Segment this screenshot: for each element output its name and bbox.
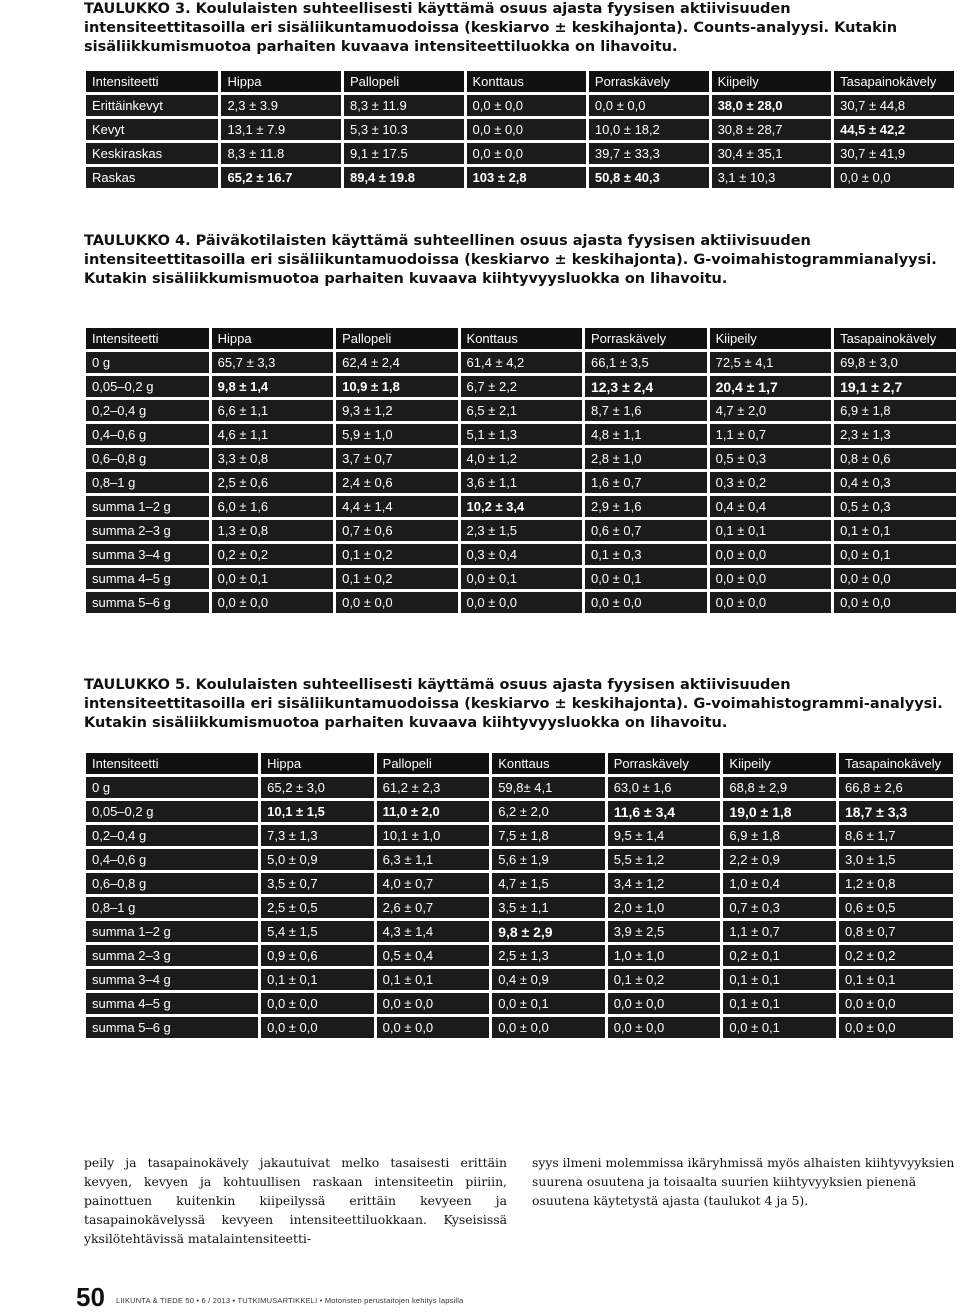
table-cell: 2,3 ± 1,3 (833, 423, 958, 447)
header-cell: Hippa (210, 327, 334, 351)
table-cell: 1,2 ± 0,8 (837, 872, 954, 896)
table-row (85, 920, 955, 944)
table-cell-highlight: 9,8 ± 1,4 (210, 375, 334, 399)
table-cell: 6,9 ± 1,8 (722, 824, 838, 848)
table-cell: 2,2 ± 0,9 (722, 848, 838, 872)
table-cell: 0,1 ± 0,1 (375, 968, 491, 992)
table5 (83, 750, 956, 1041)
table-header-row (85, 752, 955, 776)
table-row (85, 824, 955, 848)
table-cell: 10,0 ± 18,2 (587, 118, 710, 142)
table-cell: 0,0 ± 0,0 (465, 118, 587, 142)
table-cell: 0,1 ± 0,1 (260, 968, 376, 992)
table-cell: 62,4 ± 2,4 (335, 351, 459, 375)
row-label: summa 4–5 g (85, 992, 260, 1016)
table-row (85, 447, 958, 471)
table-cell: 61,4 ± 4,2 (459, 351, 583, 375)
table-cell: 0,4 ± 0,4 (708, 495, 832, 519)
row-label: Kevyt (85, 118, 220, 142)
table-cell: 4,7 ± 1,5 (491, 872, 607, 896)
table-cell: 2,3 ± 3.9 (220, 94, 343, 118)
row-label: 0,8–1 g (85, 896, 260, 920)
table4-caption: TAULUKKO 4. Päiväkotilaisten käyttämä suhteellinen osuus ajasta fyysisen aktiivisuuden intensiteettitasoilla eri sisäliikuntamuodoissa (keskiarvo ± keskihajonta). G-voimahistogrammianalyysi. Kutakin sisäliikkumismuotoa parhaiten kuvaava kiihtyvyysluokka on lihavoitu. (84, 233, 937, 287)
header-cell: Kiipeily (722, 752, 838, 776)
table-row (85, 800, 955, 824)
table-cell: 0,0 ± 0,0 (708, 591, 832, 615)
table-cell: 0,0 ± 0,0 (375, 992, 491, 1016)
table-cell: 63,0 ± 1,6 (606, 776, 722, 800)
table-cell: 2,5 ± 1,3 (491, 944, 607, 968)
body-text-right-column: syys ilmeni molemmissa ikäryhmissä myös alhaisten kiihtyvyyksien suurena osuutena ja toisaalta suurien kiihtyvyyksien pienenä osuutena käytetystä ajasta (taulukot 4 ja 5). (532, 1155, 955, 1208)
row-label: summa 3–4 g (85, 543, 211, 567)
table-cell: 0,1 ± 0,1 (708, 519, 832, 543)
table-cell: 3,1 ± 10,3 (710, 166, 833, 190)
table-row (85, 567, 958, 591)
table-cell: 0,1 ± 0,2 (335, 543, 459, 567)
table-cell-highlight: 9,8 ± 2,9 (491, 920, 607, 944)
table-cell: 5,4 ± 1,5 (260, 920, 376, 944)
table-cell: 0,8 ± 0,6 (833, 447, 958, 471)
table-cell: 2,5 ± 0,5 (260, 896, 376, 920)
table-cell: 0,0 ± 0,0 (833, 166, 956, 190)
table-cell: 6,7 ± 2,2 (459, 375, 583, 399)
table-cell: 3,7 ± 0,7 (335, 447, 459, 471)
header-cell: Kiipeily (708, 327, 832, 351)
header-cell: Tasapainokävely (833, 327, 958, 351)
table-cell-highlight: 103 ± 2,8 (465, 166, 587, 190)
table-cell: 2,8 ± 1,0 (583, 447, 708, 471)
table-cell: 0,5 ± 0,4 (375, 944, 491, 968)
table-cell-highlight: 10,2 ± 3,4 (459, 495, 583, 519)
table-cell-highlight: 19,0 ± 1,8 (722, 800, 838, 824)
table-cell: 0,0 ± 0,1 (583, 567, 708, 591)
table-cell: 8,7 ± 1,6 (583, 399, 708, 423)
table-cell: 0,9 ± 0,6 (260, 944, 376, 968)
table-cell: 4,6 ± 1,1 (210, 423, 334, 447)
table-cell: 30,7 ± 44,8 (833, 94, 956, 118)
row-label: summa 1–2 g (85, 920, 260, 944)
row-label: 0 g (85, 351, 211, 375)
body-text-left-column: peily ja tasapainokävely jakautuivat melko tasaisesti erittäin kevyen, kevyen ja kohtuullisen raskaan intensiteetin piiriin, painottuen kuitenkin kiipeilyssä erittäin kevyeen ja tasapainokävelyssä kevyeen intensiteettiluokkaan. Kyseisissä yksilötehtävissä matalaintensiteetti- (84, 1155, 507, 1246)
table-cell: 4,7 ± 2,0 (708, 399, 832, 423)
table-cell: 0,0 ± 0,0 (260, 992, 376, 1016)
row-label: summa 2–3 g (85, 519, 211, 543)
table-cell: 6,2 ± 2,0 (491, 800, 607, 824)
table-row (85, 848, 955, 872)
table-cell: 0,1 ± 0,3 (583, 543, 708, 567)
table-cell: 1,3 ± 0,8 (210, 519, 334, 543)
table-cell: 30,7 ± 41,9 (833, 142, 956, 166)
table-row (85, 519, 958, 543)
table-cell: 6,0 ± 1,6 (210, 495, 334, 519)
table-cell: 1,0 ± 1,0 (606, 944, 722, 968)
header-cell: Hippa (220, 70, 343, 94)
header-cell: Intensiteetti (85, 752, 260, 776)
table-cell: 5,5 ± 1,2 (606, 848, 722, 872)
table-row (85, 1016, 955, 1040)
header-cell: Pallopeli (335, 327, 459, 351)
table-cell: 5,1 ± 1,3 (459, 423, 583, 447)
row-label: summa 4–5 g (85, 567, 211, 591)
table-cell: 8,3 ± 11.8 (220, 142, 343, 166)
table-cell: 5,0 ± 0,9 (260, 848, 376, 872)
table-cell: 6,6 ± 1,1 (210, 399, 334, 423)
row-label: summa 1–2 g (85, 495, 211, 519)
table-cell-highlight: 19,1 ± 2,7 (833, 375, 958, 399)
table-cell: 0,8 ± 0,7 (837, 920, 954, 944)
table4 (83, 325, 959, 616)
table-row (85, 94, 956, 118)
row-label: 0,6–0,8 g (85, 447, 211, 471)
table-cell-highlight: 10,1 ± 1,5 (260, 800, 376, 824)
table-cell: 69,8 ± 3,0 (833, 351, 958, 375)
table-cell: 9,1 ± 17.5 (342, 142, 465, 166)
table-cell: 30,8 ± 28,7 (710, 118, 833, 142)
table-cell-highlight: 11,6 ± 3,4 (606, 800, 722, 824)
table-cell: 39,7 ± 33,3 (587, 142, 710, 166)
table-row (85, 471, 958, 495)
table-cell: 3,4 ± 1,2 (606, 872, 722, 896)
table-cell: 0,1 ± 0,2 (606, 968, 722, 992)
table-header-row (85, 327, 958, 351)
row-label: Keskiraskas (85, 142, 220, 166)
table-row (85, 944, 955, 968)
table-row (85, 166, 956, 190)
table-cell-highlight: 11,0 ± 2,0 (375, 800, 491, 824)
table-cell: 0,0 ± 0,0 (375, 1016, 491, 1040)
header-cell: Pallopeli (342, 70, 465, 94)
table-cell-highlight: 44,5 ± 42,2 (833, 118, 956, 142)
table-row (85, 399, 958, 423)
header-cell: Intensiteetti (85, 70, 220, 94)
table-cell-highlight: 18,7 ± 3,3 (837, 800, 954, 824)
table-cell: 0,2 ± 0,2 (837, 944, 954, 968)
row-label: summa 3–4 g (85, 968, 260, 992)
table-row (85, 118, 956, 142)
table-row (85, 591, 958, 615)
row-label: Erittäinkevyt (85, 94, 220, 118)
table-cell: 0,0 ± 0,0 (465, 94, 587, 118)
table-cell: 6,3 ± 1,1 (375, 848, 491, 872)
table-cell: 0,1 ± 0,1 (833, 519, 958, 543)
table-cell: 4,4 ± 1,4 (335, 495, 459, 519)
table-cell: 2,6 ± 0,7 (375, 896, 491, 920)
table-row (85, 896, 955, 920)
row-label: 0,6–0,8 g (85, 872, 260, 896)
table-cell: 0,0 ± 0,0 (459, 591, 583, 615)
table-cell: 0,3 ± 0,4 (459, 543, 583, 567)
table-row (85, 968, 955, 992)
table-row (85, 543, 958, 567)
table-cell: 2,4 ± 0,6 (335, 471, 459, 495)
table-cell: 5,3 ± 10.3 (342, 118, 465, 142)
table-cell: 2,5 ± 0,6 (210, 471, 334, 495)
table-cell-highlight: 38,0 ± 28,0 (710, 94, 833, 118)
table-header-row (85, 70, 956, 94)
table-cell: 5,9 ± 1,0 (335, 423, 459, 447)
table-cell: 6,5 ± 2,1 (459, 399, 583, 423)
table-cell: 3,3 ± 0,8 (210, 447, 334, 471)
table-cell: 0,0 ± 0,0 (335, 591, 459, 615)
table-cell: 0,0 ± 0,0 (587, 94, 710, 118)
table-cell: 0,0 ± 0,1 (722, 1016, 838, 1040)
table-cell: 4,3 ± 1,4 (375, 920, 491, 944)
row-label: summa 5–6 g (85, 591, 211, 615)
table-row (85, 872, 955, 896)
table-cell: 3,6 ± 1,1 (459, 471, 583, 495)
table-cell: 30,4 ± 35,1 (710, 142, 833, 166)
table-cell: 0,5 ± 0,3 (708, 447, 832, 471)
table-cell: 0,3 ± 0,2 (708, 471, 832, 495)
table-cell: 1,1 ± 0,7 (708, 423, 832, 447)
table-cell: 61,2 ± 2,3 (375, 776, 491, 800)
row-label: 0,2–0,4 g (85, 824, 260, 848)
table-cell: 66,1 ± 3,5 (583, 351, 708, 375)
table-cell: 0,7 ± 0,6 (335, 519, 459, 543)
table-cell: 0,0 ± 0,0 (606, 1016, 722, 1040)
header-cell: Intensiteetti (85, 327, 211, 351)
row-label: 0,4–0,6 g (85, 423, 211, 447)
row-label: summa 5–6 g (85, 1016, 260, 1040)
table-row (85, 423, 958, 447)
table-cell: 0,0 ± 0,0 (837, 1016, 954, 1040)
table-cell: 0,0 ± 0,0 (606, 992, 722, 1016)
table-cell: 0,0 ± 0,0 (833, 591, 958, 615)
table-cell: 68,8 ± 2,9 (722, 776, 838, 800)
table3 (83, 68, 957, 191)
table-row (85, 992, 955, 1016)
table-cell: 0,4 ± 0,3 (833, 471, 958, 495)
table-cell: 59,8± 4,1 (491, 776, 607, 800)
table-cell: 0,0 ± 0,0 (708, 543, 832, 567)
table-cell: 8,3 ± 11.9 (342, 94, 465, 118)
table-cell: 1,6 ± 0,7 (583, 471, 708, 495)
table-cell: 0,0 ± 0,1 (833, 543, 958, 567)
table-cell: 4,0 ± 0,7 (375, 872, 491, 896)
table-cell: 0,7 ± 0,3 (722, 896, 838, 920)
row-label: 0 g (85, 776, 260, 800)
header-cell: Pallopeli (375, 752, 491, 776)
table-row (85, 351, 958, 375)
table-cell: 3,9 ± 2,5 (606, 920, 722, 944)
table-cell: 0,0 ± 0,0 (260, 1016, 376, 1040)
table-cell: 3,0 ± 1,5 (837, 848, 954, 872)
table-cell: 1,0 ± 0,4 (722, 872, 838, 896)
table-cell: 0,1 ± 0,1 (722, 992, 838, 1016)
header-cell: Tasapainokävely (837, 752, 954, 776)
header-cell: Tasapainokävely (833, 70, 956, 94)
table-cell: 66,8 ± 2,6 (837, 776, 954, 800)
table-cell: 65,7 ± 3,3 (210, 351, 334, 375)
row-label: Raskas (85, 166, 220, 190)
table-cell: 0,0 ± 0,0 (210, 591, 334, 615)
header-cell: Hippa (260, 752, 376, 776)
table-cell: 0,1 ± 0,1 (837, 968, 954, 992)
table-cell-highlight: 89,4 ± 19.8 (342, 166, 465, 190)
table-cell-highlight: 65,2 ± 16.7 (220, 166, 343, 190)
table-cell: 0,0 ± 0,0 (708, 567, 832, 591)
row-label: 0,05–0,2 g (85, 375, 211, 399)
table-cell: 0,0 ± 0,1 (459, 567, 583, 591)
table-cell: 72,5 ± 4,1 (708, 351, 832, 375)
header-cell: Konttaus (465, 70, 587, 94)
table-cell: 3,5 ± 1,1 (491, 896, 607, 920)
table-cell: 13,1 ± 7.9 (220, 118, 343, 142)
table-cell-highlight: 20,4 ± 1,7 (708, 375, 832, 399)
row-label: 0,2–0,4 g (85, 399, 211, 423)
table-cell: 2,3 ± 1,5 (459, 519, 583, 543)
journal-line: LIIKUNTA & TIEDE 50 • 6 / 2013 • TUTKIMUSARTIKKELI • Motoristen perustaitojen kehitys lapsilla (116, 1296, 464, 1305)
table-cell: 0,0 ± 0,0 (833, 567, 958, 591)
header-cell: Konttaus (459, 327, 583, 351)
table-cell-highlight: 12,3 ± 2,4 (583, 375, 708, 399)
table-cell: 8,6 ± 1,7 (837, 824, 954, 848)
table-cell: 0,2 ± 0,1 (722, 944, 838, 968)
table-cell: 7,5 ± 1,8 (491, 824, 607, 848)
row-label: 0,05–0,2 g (85, 800, 260, 824)
table-cell: 0,0 ± 0,0 (465, 142, 587, 166)
header-cell: Porraskävely (606, 752, 722, 776)
table-cell: 2,9 ± 1,6 (583, 495, 708, 519)
table-cell-highlight: 50,8 ± 40,3 (587, 166, 710, 190)
table-cell: 0,0 ± 0,1 (210, 567, 334, 591)
table-cell: 6,9 ± 1,8 (833, 399, 958, 423)
table-cell: 65,2 ± 3,0 (260, 776, 376, 800)
table-cell: 4,0 ± 1,2 (459, 447, 583, 471)
table-cell: 0,6 ± 0,7 (583, 519, 708, 543)
table-cell: 0,0 ± 0,0 (583, 591, 708, 615)
row-label: 0,8–1 g (85, 471, 211, 495)
table-cell: 0,0 ± 0,1 (491, 992, 607, 1016)
table-row (85, 495, 958, 519)
table-cell: 5,6 ± 1,9 (491, 848, 607, 872)
table-cell: 2,0 ± 1,0 (606, 896, 722, 920)
table-cell-highlight: 10,9 ± 1,8 (335, 375, 459, 399)
page-footer (76, 1282, 946, 1312)
table-cell: 0,1 ± 0,2 (335, 567, 459, 591)
table-cell: 0,5 ± 0,3 (833, 495, 958, 519)
table-cell: 0,1 ± 0,1 (722, 968, 838, 992)
table-cell: 9,3 ± 1,2 (335, 399, 459, 423)
header-cell: Konttaus (491, 752, 607, 776)
row-label: 0,4–0,6 g (85, 848, 260, 872)
table-cell: 7,3 ± 1,3 (260, 824, 376, 848)
table-cell: 0,6 ± 0,5 (837, 896, 954, 920)
table-cell: 0,0 ± 0,0 (837, 992, 954, 1016)
table-row (85, 375, 958, 399)
table-cell: 4,8 ± 1,1 (583, 423, 708, 447)
table-cell: 0,4 ± 0,9 (491, 968, 607, 992)
header-cell: Kiipeily (710, 70, 833, 94)
table-row (85, 776, 955, 800)
table-cell: 3,5 ± 0,7 (260, 872, 376, 896)
table-cell: 9,5 ± 1,4 (606, 824, 722, 848)
table-cell: 0,2 ± 0,2 (210, 543, 334, 567)
page-number: 50 (76, 1282, 105, 1312)
table-cell: 0,0 ± 0,0 (491, 1016, 607, 1040)
header-cell: Porraskävely (583, 327, 708, 351)
row-label: summa 2–3 g (85, 944, 260, 968)
table5-caption: TAULUKKO 5. Koululaisten suhteellisesti käyttämä osuus ajasta fyysisen aktiivisuuden intensiteettitasoilla eri sisäliikuntamuodoissa (keskiarvo ± keskihajonta). G-voimahistogrammi-analyysi. Kutakin sisäliikkumismuotoa parhaiten kuvaava kiihtyvyysluokka on lihavoitu. (84, 677, 943, 731)
table-cell: 1,1 ± 0,7 (722, 920, 838, 944)
table3-caption: TAULUKKO 3. Koululaisten suhteellisesti käyttämä osuus ajasta fyysisen aktiivisuuden intensiteettitasoilla eri sisäliikuntamuodoissa (keskiarvo ± keskihajonta). Counts-analyysi. Kutakin sisäliikkumismuotoa parhaiten kuvaava intensiteettiluokka on lihavoitu. (84, 1, 898, 55)
table-cell: 10,1 ± 1,0 (375, 824, 491, 848)
table-row (85, 142, 956, 166)
header-cell: Porraskävely (587, 70, 710, 94)
